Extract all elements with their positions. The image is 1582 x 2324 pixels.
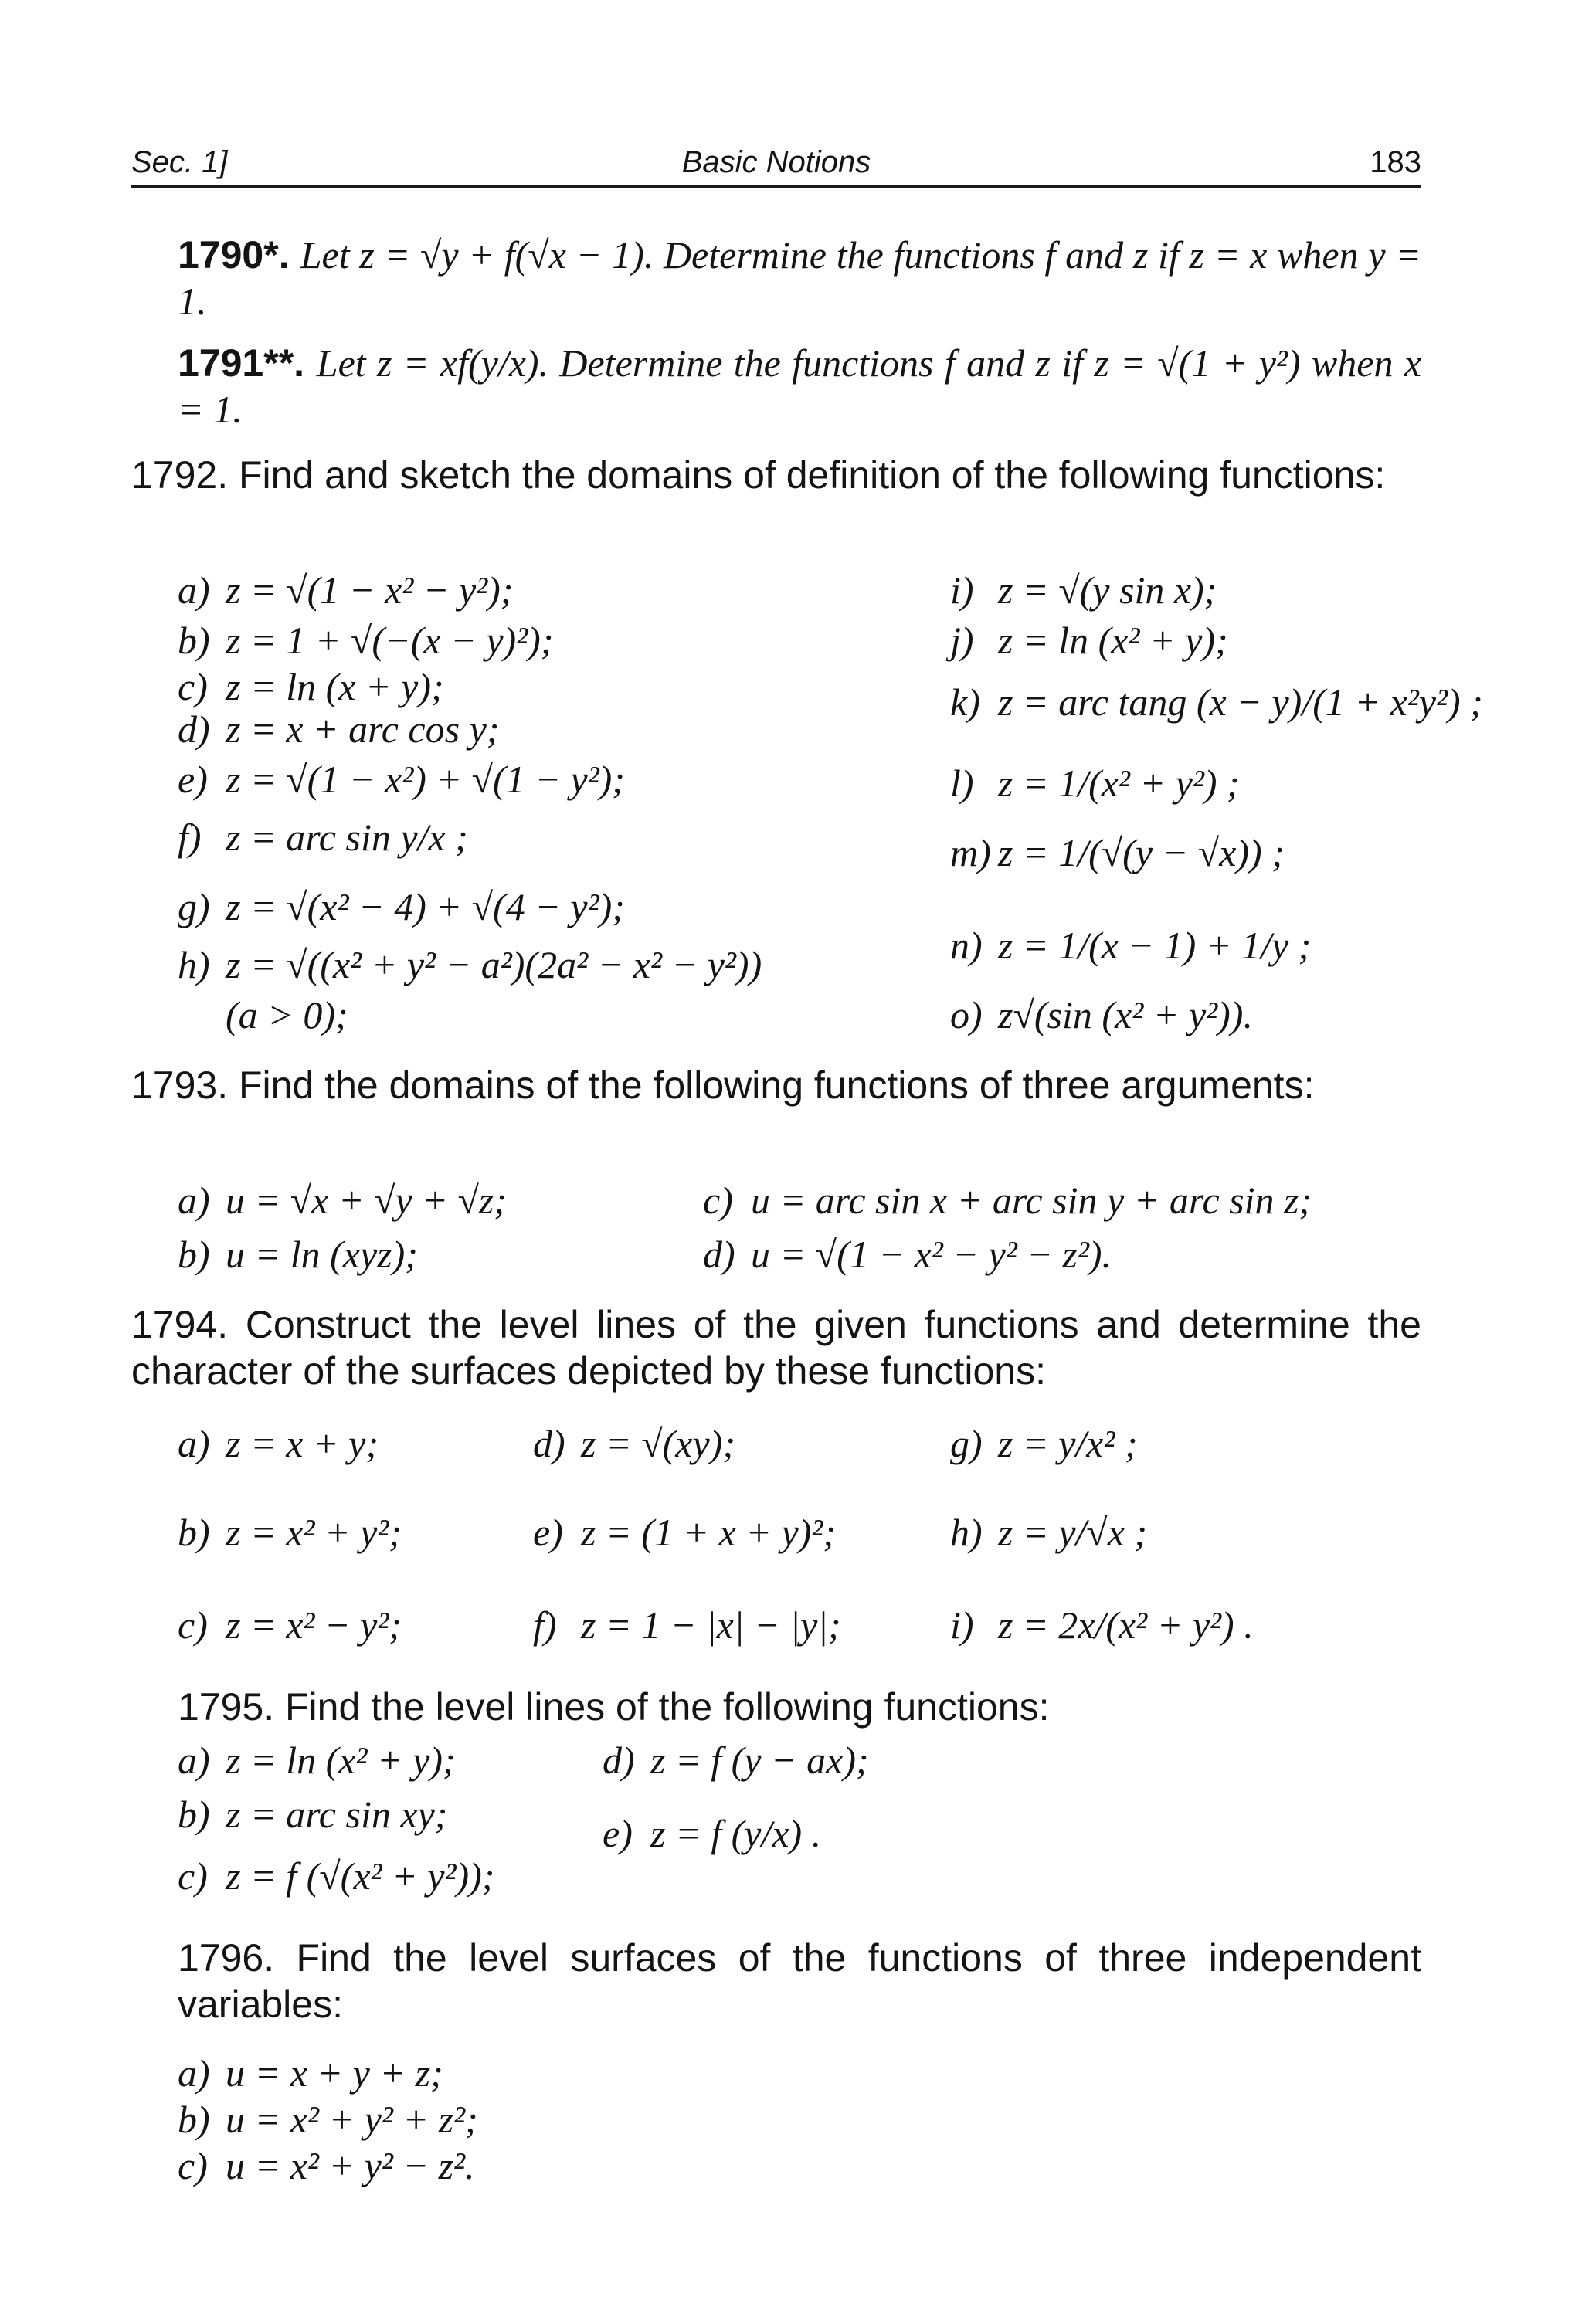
problem-1796-a: a) u = x + y + z; [178,2051,443,2095]
problem-1796-c: c) u = x² + y² − z². [178,2144,475,2187]
problem-1792-j: j) z = ln (x² + y); [950,619,1228,662]
problem-1792-o: o) z√(sin (x² + y²)). [950,993,1253,1036]
problem-1792-h: h) z = √((x² + y² − a²)(2a² − x² − y²)) [178,943,762,986]
problem-1793-intro: 1793. Find the domains of the following functions of three arguments: [131,1064,1315,1107]
problem-1792-a: a) z = √(1 − x² − y²); [178,568,514,612]
problem-1792-m: m) z = 1/(√(y − √x)) ; [950,831,1285,874]
problem-1792-f: f) z = arc sin y/x ; [178,816,468,859]
problem-number: 1790*. [178,233,290,277]
problem-1796-b: b) u = x² + y² + z²; [178,2098,478,2141]
problem-1793-c: c) u = arc sin x + arc sin y + arc sin z; [703,1179,1312,1222]
problem-1792-l: l) z = 1/(x² + y²) ; [950,762,1240,805]
problem-1796-intro: 1796. Find the level surfaces of the functions of three independent variables: [178,1936,1421,2026]
problem-1794-f: f) z = 1 − |x| − |y|; [533,1603,841,1647]
problem-1795-e: e) z = f (y/x) . [603,1812,822,1855]
problem-text: Let z = √y + f(√x − 1). Determine the functions f and z if z = x when y = 1. [178,233,1421,323]
problem-1791 [178,340,1421,433]
problem-1792-d: d) z = x + arc cos y; [178,707,500,751]
page-header [131,139,1421,188]
problem-1793-d: d) u = √(1 − x² − y² − z²). [703,1233,1112,1276]
problem-1792-h-condition: (a > 0); [226,993,348,1036]
problem-1792-intro: 1792. Find and sketch the domains of definition of the following functions: [131,453,1386,497]
problem-1794-h: h) z = y/√x ; [950,1511,1148,1554]
problem-1794-b: b) z = x² + y²; [178,1511,402,1554]
problem-1794-c: c) z = x² − y²; [178,1603,402,1647]
problem-1794-g: g) z = y/x² ; [950,1422,1138,1465]
problem-1795-a: a) z = ln (x² + y); [178,1739,456,1782]
section-label: Sec. 1] [131,145,228,179]
problem-1792-k: k) z = arc tang (x − y)/(1 + x²y²) ; [950,680,1483,724]
problem-1795-intro: 1795. Find the level lines of the following functions: [178,1685,1050,1729]
problem-1794-e: e) z = (1 + x + y)²; [533,1511,837,1554]
running-title: Basic Notions [681,145,871,179]
page-number: 183 [1370,145,1421,179]
problem-1794-i: i) z = 2x/(x² + y²) . [950,1603,1254,1647]
problem-1792-c: c) z = ln (x + y); [178,665,444,708]
problem-1795-b: b) z = arc sin xy; [178,1793,448,1836]
problem-1792-n: n) z = 1/(x − 1) + 1/y ; [950,924,1312,967]
problem-1794-a: a) z = x + y; [178,1422,379,1465]
problem-1793-b: b) u = ln (xyz); [178,1233,418,1276]
problem-1795-c: c) z = f (√(x² + y²)); [178,1854,495,1898]
problem-1795-d: d) z = f (y − ax); [603,1739,869,1782]
problem-number: 1791**. [178,341,305,385]
problem-text: Let z = xf(y/x). Determine the functions f and z if z = √(1 + y²) when x = 1. [178,341,1421,431]
problem-1793-a: a) u = √x + √y + √z; [178,1179,508,1222]
problem-1794-intro: 1794. Construct the level lines of the given functions and determine the character of the surfaces depicted by these functions: [131,1303,1421,1393]
problem-1792-i: i) z = √(y sin x); [950,568,1217,612]
problem-1792-g: g) z = √(x² − 4) + √(4 − y²); [178,885,625,928]
problem-1794-d: d) z = √(xy); [533,1422,735,1465]
problem-1792-e: e) z = √(1 − x²) + √(1 − y²); [178,758,625,801]
problem-1790 [178,232,1421,324]
problem-1792-b: b) z = 1 + √(−(x − y)²); [178,619,554,662]
